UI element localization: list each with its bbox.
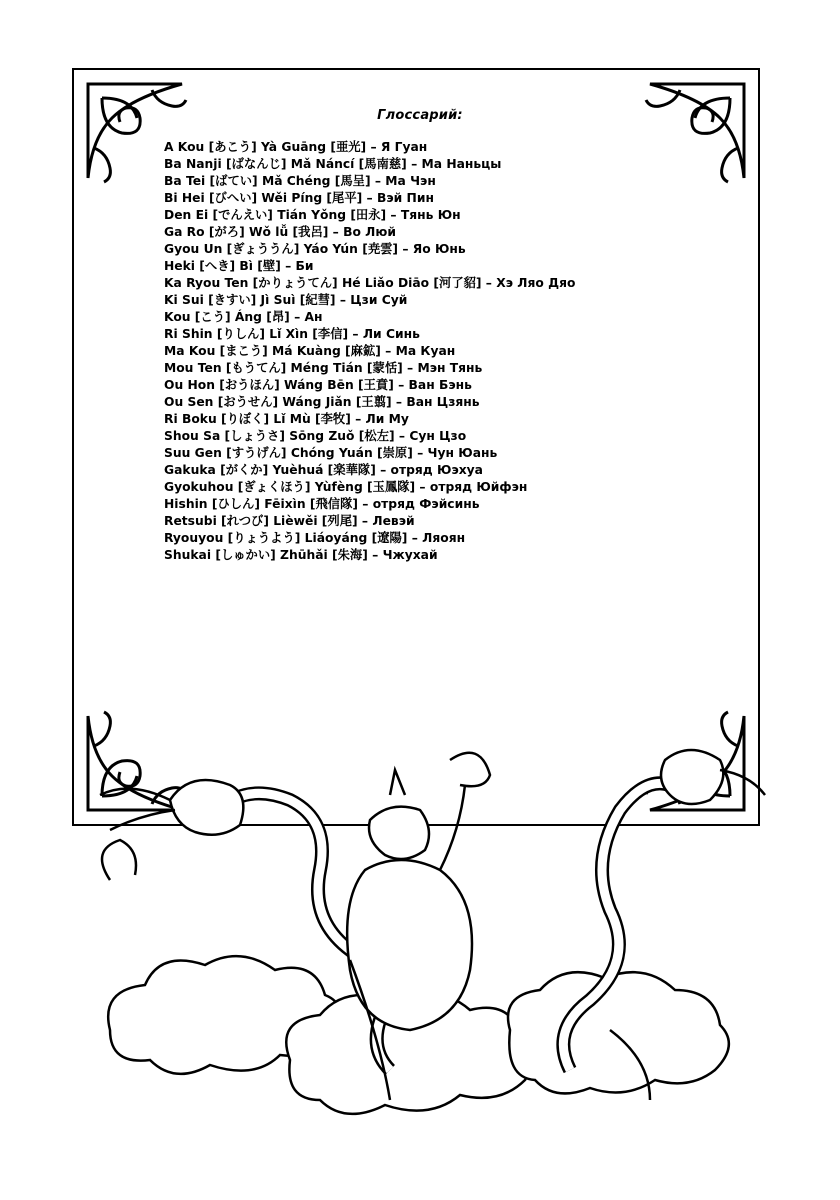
glossary-entry: Ki Sui [きすい] Jì Suì [紀彗] – Цзи Суй (164, 293, 408, 307)
glossary-entry: Gyou Un [ぎょううん] Yáo Yún [尭雲] – Яо Юнь (164, 242, 466, 256)
glossary-entry: Ka Ryou Ten [かりょうてん] Hé Liǎo Diāo [河了貂] – Хэ Ляо Дяо (164, 276, 576, 290)
glossary-entry: Mou Ten [もうてん] Méng Tián [蒙恬] – Мэн Тянь (164, 361, 483, 375)
glossary-entry: A Kou [あこう] Yà Guāng [亜光] – Я Гуан (164, 140, 428, 154)
glossary-title: Глоссарий: (377, 108, 463, 123)
glossary-entry: Hishin [ひしん] Fēixìn [飛信隊] – отряд Фэйсинь (164, 497, 480, 511)
glossary-entry: Shou Sa [しょうさ] Sōng Zuǒ [松左] – Сун Цзо (164, 429, 467, 443)
glossary-entry: Ou Sen [おうせん] Wáng Jiǎn [王翦] – Ван Цзянь (164, 395, 480, 409)
glossary-entry: Shukai [しゅかい] Zhūhǎi [朱海] – Чжухай (164, 548, 438, 562)
glossary-entry: Bi Hei [びへい] Wěi Píng [尾平] – Вэй Пин (164, 191, 434, 205)
glossary-entry: Gakuka [がくか] Yuèhuá [楽華隊] – отряд Юэхуа (164, 463, 483, 477)
glossary-entry: Ri Boku [りぼく] Lǐ Mù [李牧] – Ли Му (164, 412, 409, 426)
glossary-entry: Den Ei [でんえい] Tián Yǒng [田永] – Тянь Юн (164, 208, 461, 222)
glossary-entry: Kou [こう] Áng [昂] – Ан (164, 310, 323, 324)
glossary-list (164, 139, 724, 564)
glossary-entry: Ryouyou [りょうよう] Liáoyáng [遼陽] – Ляоян (164, 531, 466, 545)
glossary-entry: Ba Tei [ばてい] Mǎ Chéng [馬呈] – Ма Чэн (164, 174, 436, 188)
glossary-entry: Ba Nanji [ばなんじ] Mǎ Náncí [馬南慈] – Ма Наньцы (164, 157, 502, 171)
glossary-entry: Ou Hon [おうほん] Wáng Bēn [王賁] – Ван Бэнь (164, 378, 472, 392)
glossary-entry: Heki [へき] Bì [壁] – Би (164, 259, 314, 273)
glossary-entry: Retsubi [れつび] Lièwěi [列尾] – Левэй (164, 514, 415, 528)
glossary-entry: Ma Kou [まこう] Má Kuàng [麻鉱] – Ма Куан (164, 344, 456, 358)
dragon-rider-illustration-icon (90, 700, 770, 1150)
glossary-entry: Ri Shin [りしん] Lǐ Xìn [李信] – Ли Синь (164, 327, 420, 341)
glossary-entry: Gyokuhou [ぎょくほう] Yùfèng [玉鳳隊] – отряд Юйфэн (164, 480, 528, 494)
glossary-entry: Ga Ro [がろ] Wǒ lǚ [我呂] – Во Люй (164, 225, 396, 239)
glossary-entry: Suu Gen [すうげん] Chóng Yuán [崇原] – Чун Юань (164, 446, 498, 460)
